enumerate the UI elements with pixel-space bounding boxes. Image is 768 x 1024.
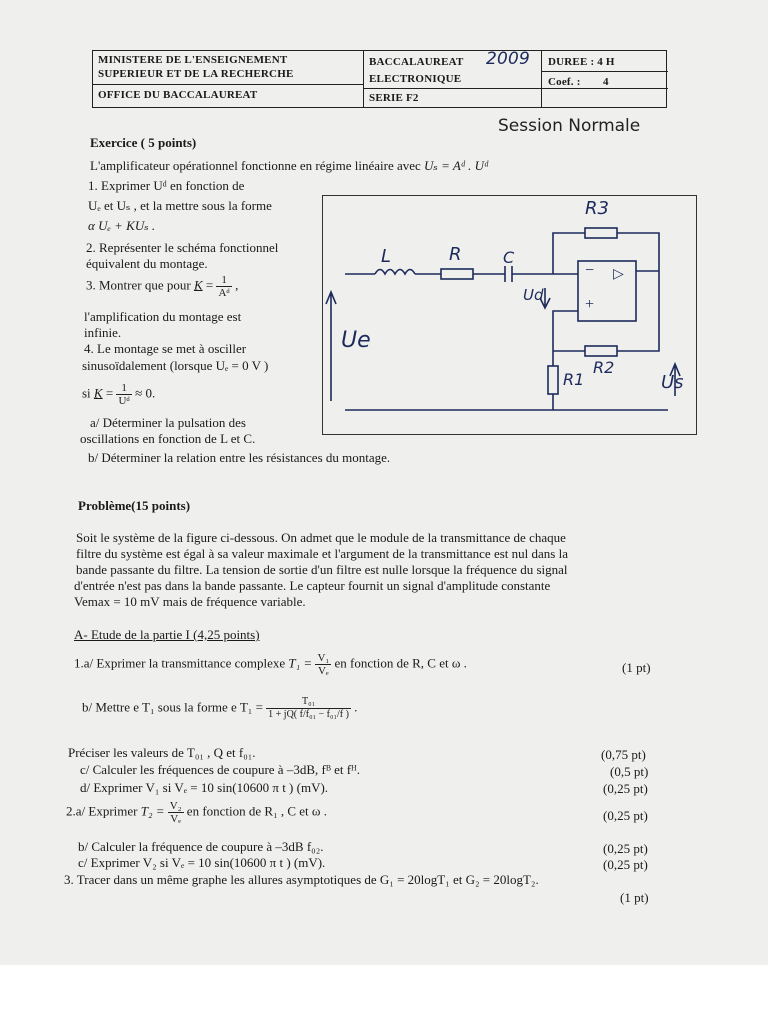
q4-fraction [116, 382, 131, 407]
circuit-figure [322, 195, 697, 435]
problem-p1: Soit le système de la figure ci-dessous. On admet que le module de la transmittance de chaque [76, 530, 566, 545]
capacitor-symbol [505, 266, 512, 282]
inductor-symbol [375, 270, 415, 275]
q3-prefix: 3. Montrer que pour [86, 277, 191, 293]
problem-title: Problème(15 points) [78, 498, 191, 513]
label-us: Us [661, 372, 684, 393]
q2a-suffix: en fonction de R₁ , C et ω . [186, 803, 327, 819]
part-a-title: A- Etude de la partie I (4,25 points) [74, 627, 260, 642]
q3-points: (1 pt) [620, 890, 649, 905]
q4-end: ≈ 0. [135, 385, 156, 401]
ue-arrow [326, 292, 336, 401]
q2b-points: (0,25 pt) [603, 841, 648, 856]
opamp-triangle-icon: ▷ [613, 267, 624, 282]
q1b-fraction [266, 696, 351, 721]
q1a-den: Vₑ [317, 665, 329, 677]
q1a-line [74, 652, 467, 677]
problem-p5: Vemax = 10 mV mais de fréquence variable. [74, 594, 306, 609]
q2a-t: T₂ = [140, 803, 165, 819]
q2a-num: V₂ [169, 800, 182, 812]
resistor-r2 [585, 346, 617, 356]
q3-line2: l'amplification du montage est [84, 309, 242, 324]
q3-k: K [193, 277, 203, 293]
q1a-points: (1 pt) [622, 660, 651, 675]
q1-line1: 1. Exprimer Uᵈ en fonction de [88, 178, 245, 193]
exercise-title: Exercice ( 5 points) [90, 135, 197, 150]
q1a-num: V₁ [317, 652, 330, 664]
q4-line3: si K = $\frac{1}{\text{Uᵈ}}$ ≈ 0. [82, 382, 156, 407]
q1b-prefix: b/ Mettre e T₁ sous la forme e T₁ = [82, 699, 263, 715]
qa-line2: oscillations en fonction de L et C. [80, 431, 256, 446]
label-c: C [503, 248, 515, 267]
subject-label: ELECTRONIQUE [369, 73, 462, 85]
feedback-r3-wire [553, 233, 585, 274]
q2c-points: (0,25 pt) [603, 857, 648, 872]
q1-line3: α Uₑ + KUₛ . [88, 218, 156, 233]
q1b-num: T₀₁ [266, 696, 351, 709]
q3-line1: 3. Montrer que pour K = $\frac{1}{\text{Aᵈ}}$ , [86, 274, 239, 299]
q1a-prefix: 1.a/ Exprimer la transmittance complexe [74, 655, 286, 671]
coef-value: 4 [603, 76, 609, 88]
q3-fraction [216, 274, 231, 299]
q2a-line [66, 800, 327, 825]
label-r2: R2 [593, 358, 615, 377]
q2c: c/ Exprimer V₂ si Vₑ = 10 sin(10600 π t ) (mV). [78, 855, 326, 870]
resistor-r [441, 269, 473, 279]
q2b: b/ Calculer la fréquence de coupure à –3dB f₀₂. [78, 839, 324, 854]
q1b-den: 1 + jQ( f/f₀₁ − f₀₁/f ) [268, 709, 349, 720]
q4-si: si [82, 385, 91, 401]
ministry-line1: MINISTERE DE L'ENSEIGNEMENT [98, 54, 288, 66]
q4-num: 1 [116, 382, 131, 395]
q1-line2: Uₑ et Uₛ , et la mettre sous la forme [88, 198, 272, 213]
resistor-r1 [548, 366, 558, 394]
q2a-prefix: 2.a/ Exprimer [66, 803, 138, 819]
exam-label: BACCALAUREAT [369, 56, 464, 68]
q4-line1: 4. Le montage se met à osciller [84, 341, 247, 356]
serie-label: SERIE F2 [369, 92, 419, 104]
label-ud: Ud [523, 286, 544, 304]
wire-r2-right [617, 303, 659, 351]
circuit-schematic [323, 196, 695, 433]
q2a-den: Vₑ [170, 813, 182, 825]
q1a-fraction [315, 652, 331, 677]
q1a-t: T₁ = [288, 655, 313, 671]
label-r3: R3 [585, 198, 609, 219]
q-prec-points: (0,75 pt) [601, 747, 646, 762]
problem-p3: bande passante du filtre. La tension de sortie d'un filtre est nulle lorsque la fréquence du signal [76, 562, 568, 577]
intro-text: L'amplificateur opérationnel fonctionne en régime linéaire avec [90, 158, 421, 173]
q3: 3. Tracer dans un même graphe les allures asymptotiques de G₁ = 20logT₁ et G₂ = 20logT₂. [64, 872, 539, 887]
q1b-line [82, 696, 357, 721]
q3-den: Aᵈ [218, 287, 230, 299]
year-handwritten: 2009 [486, 49, 531, 69]
q1d-points: (0,25 pt) [603, 781, 648, 796]
wire-plus [553, 311, 578, 351]
header-table [92, 50, 667, 108]
q4-den: Uᵈ [118, 395, 130, 407]
q1b-end: . [354, 699, 358, 715]
ministry-line2: SUPERIEUR ET DE LA RECHERCHE [98, 68, 294, 80]
problem-p2: filtre du système est égal à sa valeur maximale et l'argument de la transmittance est nul dans la [76, 546, 568, 561]
q4-line2: sinusoïdalement (lorsque Uₑ = 0 V ) [82, 358, 269, 373]
opamp-minus: − [585, 262, 595, 279]
q2a-fraction [168, 800, 184, 825]
label-l: L [381, 246, 392, 267]
q1a-suffix: en fonction de R, C et ω . [334, 655, 467, 671]
q2-line1: 2. Représenter le schéma fonctionnel [86, 240, 279, 255]
duration-label: DUREE : 4 H [548, 56, 615, 68]
label-r1: R1 [563, 370, 585, 389]
label-r: R [449, 244, 462, 265]
q1c: c/ Calculer les fréquences de coupure à –3dB, fᴮ et fᴴ. [80, 762, 361, 777]
q3-num: 1 [216, 274, 231, 287]
q2-line2: équivalent du montage. [86, 256, 208, 271]
q1c-points: (0,5 pt) [610, 764, 649, 779]
qa-line1: a/ Déterminer la pulsation des [90, 415, 246, 430]
opamp-plus: + [585, 296, 595, 313]
q2a-points: (0,25 pt) [603, 808, 648, 823]
q3-line3: infinie. [84, 325, 122, 340]
resistor-r3 [585, 228, 617, 238]
q4-k: K [93, 385, 103, 401]
q1d: d/ Exprimer V₁ si Vₑ = 10 sin(10600 π t ) (mV). [80, 780, 329, 795]
session-title: Session Normale [498, 116, 641, 136]
coef-label: Coef. : [548, 76, 581, 88]
q-prec: Préciser les valeurs de T₀₁ , Q et f₀₁. [68, 745, 256, 760]
problem-p4: d'entrée n'est pas dans la bande passante. Le capteur fournit un signal d'amplitude constante [74, 578, 551, 593]
office-label: OFFICE DU BACCALAUREAT [98, 89, 258, 101]
exercise-intro [90, 158, 488, 174]
label-ue: Ue [341, 328, 371, 353]
intro-formula: Uₛ = Aᵈ . Uᵈ [424, 158, 488, 173]
qb-line: b/ Déterminer la relation entre les résistances du montage. [88, 450, 391, 465]
